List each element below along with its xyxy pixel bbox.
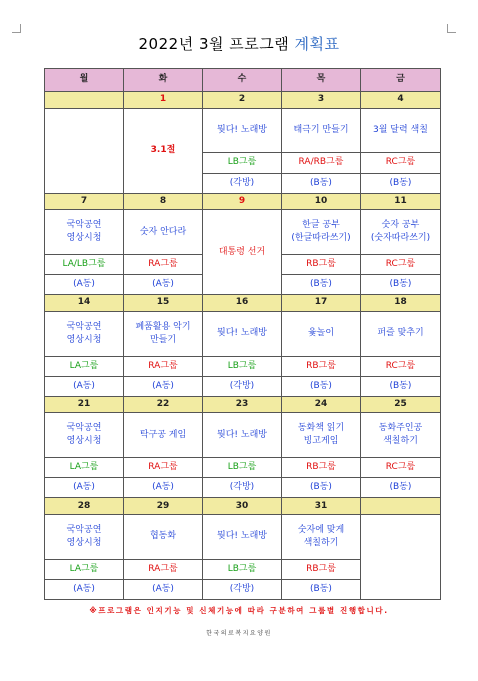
- weekday-thu: 목: [282, 69, 361, 92]
- room-cell: (A동): [124, 275, 203, 295]
- date-cell: 29: [124, 498, 203, 515]
- holiday-cell: 3.1절: [124, 108, 203, 193]
- date-cell: 2: [203, 92, 282, 109]
- program-row-week3: [45, 311, 441, 356]
- program-cell: 3월 달력 색칠: [361, 108, 441, 153]
- program-cell: 협동화: [124, 514, 203, 559]
- program-cell: 숫자 공부 (숫자따라쓰기): [361, 210, 441, 255]
- weekday-wed: 수: [203, 69, 282, 92]
- room-cell: (각방): [203, 376, 282, 396]
- group-cell: RA그룹: [124, 255, 203, 275]
- group-cell: RC그룹: [361, 356, 441, 376]
- room-cell: (A동): [124, 376, 203, 396]
- date-cell: [361, 498, 441, 515]
- group-cell: RA/RB그룹: [282, 153, 361, 173]
- room-cell: (각방): [203, 478, 282, 498]
- group-cell: RB그룹: [282, 356, 361, 376]
- date-cell: 22: [124, 396, 203, 413]
- group-cell: RA그룹: [124, 458, 203, 478]
- title-accent: 계획표: [294, 35, 340, 53]
- date-cell: 14: [45, 295, 124, 312]
- group-label: LA/LB그룹: [62, 259, 106, 269]
- date-cell-holiday: 9: [203, 193, 282, 210]
- group-cell: LB그룹: [203, 458, 282, 478]
- room-cell: (B동): [361, 376, 441, 396]
- program-cell: 뭣다! 노래방: [203, 108, 282, 153]
- date-cell: 21: [45, 396, 124, 413]
- date-cell: 25: [361, 396, 441, 413]
- room-cell: (B동): [282, 579, 361, 599]
- program-cell: 한글 공부 (한글따라쓰기): [282, 210, 361, 255]
- holiday-cell: 대통령 선거: [203, 210, 282, 295]
- weekday-tue: 화: [124, 69, 203, 92]
- group-row-week4: [45, 458, 441, 478]
- date-cell: 18: [361, 295, 441, 312]
- date-cell: 3: [282, 92, 361, 109]
- room-cell: (B동): [282, 478, 361, 498]
- page-corner-mark-left: [12, 24, 21, 33]
- date-cell: 28: [45, 498, 124, 515]
- program-row-week4: [45, 413, 441, 458]
- room-cell: (A동): [124, 579, 203, 599]
- group-cell: RB그룹: [282, 458, 361, 478]
- group-cell: RA그룹: [124, 559, 203, 579]
- room-cell: (A동): [45, 275, 124, 295]
- group-row-week3: [45, 356, 441, 376]
- program-cell: 국악공연 영상시청: [45, 413, 124, 458]
- date-cell: 16: [203, 295, 282, 312]
- program-cell: 숫자에 맞게 색칠하기: [282, 514, 361, 559]
- program-cell: 국악공연 영상시청: [45, 514, 124, 559]
- date-cell: 15: [124, 295, 203, 312]
- program-cell: 폐품활용 악기 만들기: [124, 311, 203, 356]
- room-row-week3: [45, 376, 441, 396]
- program-cell: 뭣다! 노래방: [203, 514, 282, 559]
- room-cell: (B동): [282, 376, 361, 396]
- group-cell: LB그룹: [203, 559, 282, 579]
- program-cell: 국악공연 영상시청: [45, 311, 124, 356]
- room-cell: (A동): [124, 478, 203, 498]
- program-calendar-table: [44, 68, 441, 600]
- room-cell: (A동): [45, 478, 124, 498]
- date-row-week5: [45, 498, 441, 515]
- date-row-week3: [45, 295, 441, 312]
- date-cell: 30: [203, 498, 282, 515]
- date-cell: 17: [282, 295, 361, 312]
- date-row-week4: [45, 396, 441, 413]
- room-cell: (각방): [203, 579, 282, 599]
- program-cell: 숫자 안다라: [124, 210, 203, 255]
- program-row-week2: [45, 210, 441, 255]
- room-cell: (B동): [361, 275, 441, 295]
- program-cell: 퍼즐 맞추기: [361, 311, 441, 356]
- room-cell: (B동): [361, 478, 441, 498]
- group-cell: LA그룹: [45, 559, 124, 579]
- group-cell: LA그룹: [45, 356, 124, 376]
- room-cell: (각방): [203, 173, 282, 193]
- group-cell: [45, 255, 124, 275]
- date-cell: 23: [203, 396, 282, 413]
- group-cell: LB그룹: [203, 356, 282, 376]
- footnote: ※프로그램은 인지기능 및 신체기능에 따라 구분하여 그룹별 진행합니다.: [89, 606, 389, 615]
- room-cell: (B동): [282, 275, 361, 295]
- group-cell: RC그룹: [361, 255, 441, 275]
- date-cell: [45, 92, 124, 109]
- date-cell: 8: [124, 193, 203, 210]
- room-cell: (A동): [45, 579, 124, 599]
- program-cell: 윷놀이: [282, 311, 361, 356]
- date-cell: 10: [282, 193, 361, 210]
- page-corner-mark-right: [447, 24, 456, 33]
- group-cell: RC그룹: [361, 153, 441, 173]
- date-cell: 31: [282, 498, 361, 515]
- empty-cell: [361, 514, 441, 599]
- room-cell: (A동): [45, 376, 124, 396]
- group-cell: LA그룹: [45, 458, 124, 478]
- empty-cell: [45, 108, 124, 193]
- weekday-fri: 금: [361, 69, 441, 92]
- program-cell: 뭣다! 노래방: [203, 413, 282, 458]
- date-cell-holiday: 1: [124, 92, 203, 109]
- title-main: 2022년 3월 프로그램: [138, 35, 295, 53]
- date-cell: 4: [361, 92, 441, 109]
- date-row-week2: [45, 193, 441, 210]
- room-row-week4: [45, 478, 441, 498]
- room-cell: (B동): [361, 173, 441, 193]
- program-cell: 동화책 읽기 빙고게임: [282, 413, 361, 458]
- organization-name: 한국의료복지요양원: [206, 630, 272, 637]
- group-cell: LB그룹: [203, 153, 282, 173]
- program-cell: 뭣다! 노래방: [203, 311, 282, 356]
- group-cell: RB그룹: [282, 559, 361, 579]
- program-row-week5: [45, 514, 441, 559]
- room-cell: (B동): [282, 173, 361, 193]
- weekday-mon: 월: [45, 69, 124, 92]
- program-row-week1: [45, 108, 441, 153]
- program-cell: 태극기 만들기: [282, 108, 361, 153]
- date-cell: 24: [282, 396, 361, 413]
- page-title: [0, 33, 478, 54]
- date-cell: 7: [45, 193, 124, 210]
- weekday-header-row: [45, 69, 441, 92]
- group-cell: RB그룹: [282, 255, 361, 275]
- group-cell: RC그룹: [361, 458, 441, 478]
- program-cell: 탁구공 게임: [124, 413, 203, 458]
- program-cell: 국악공연 영상시청: [45, 210, 124, 255]
- program-cell: 동화주인공 색칠하기: [361, 413, 441, 458]
- date-cell: 11: [361, 193, 441, 210]
- date-row-week1: [45, 92, 441, 109]
- group-cell: RA그룹: [124, 356, 203, 376]
